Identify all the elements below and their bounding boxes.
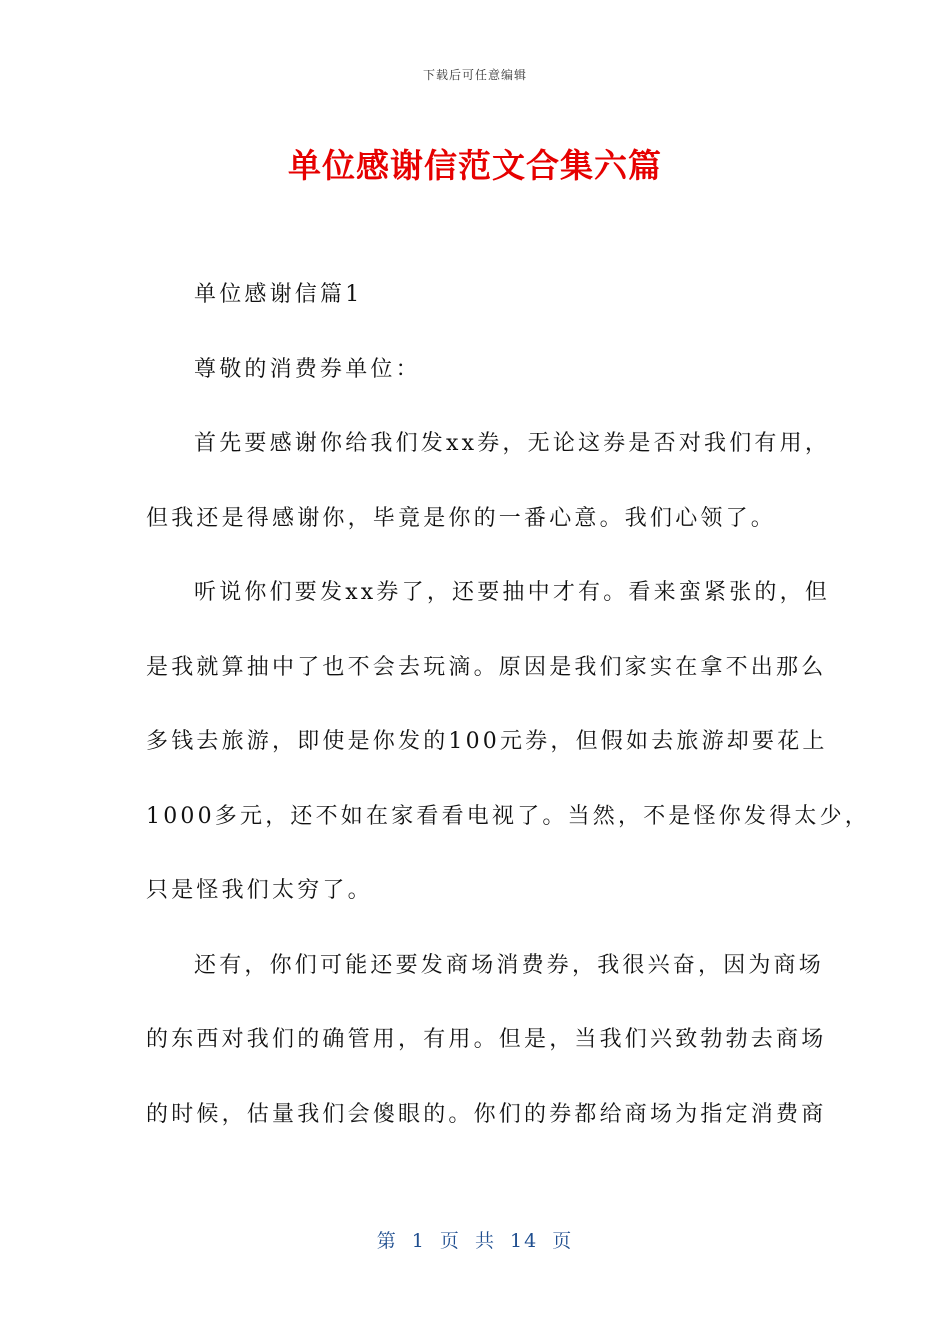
document-body [146, 270, 870, 1164]
paragraph-line: 多钱去旅游，即使是你发的100元券，但假如去旅游却要花上 [146, 729, 828, 754]
salutation: 尊敬的消费券单位： [194, 356, 421, 382]
paragraph-line: 1000多元，还不如在家看看电视了。当然，不是怪你发得太少， [146, 803, 870, 829]
paragraph-line: 听说你们要发xx券了，还要抽中才有。看来蛮紧张的，但 [194, 580, 831, 605]
document-title: 单位感谢信范文合集六篇 [288, 146, 662, 185]
header-note: 下载后可任意编辑 [422, 68, 527, 82]
paragraph-line: 只是怪我们太穷了。 [146, 878, 373, 903]
section-heading: 单位感谢信篇1 [194, 282, 363, 307]
paragraph-line: 是我就算抽中了也不会去玩滴。原因是我们家实在拿不出那么 [146, 654, 827, 680]
paragraph-line: 的时候，估量我们会傻眼的。你们的券都给商场为指定消费商 [146, 1101, 827, 1127]
page-number-footer: 第 1 页 共 14 页 [376, 1230, 574, 1252]
paragraph-line: 但我还是得感谢你，毕竟是你的一番心意。我们心领了。 [146, 505, 777, 531]
paragraph-line: 还有，你们可能还要发商场消费券，我很兴奋，因为商场 [194, 952, 825, 978]
paragraph-line: 的东西对我们的确管用，有用。但是，当我们兴致勃勃去商场 [146, 1027, 827, 1052]
paragraph-line: 首先要感谢你给我们发xx券，无论这券是否对我们有用， [194, 431, 831, 456]
